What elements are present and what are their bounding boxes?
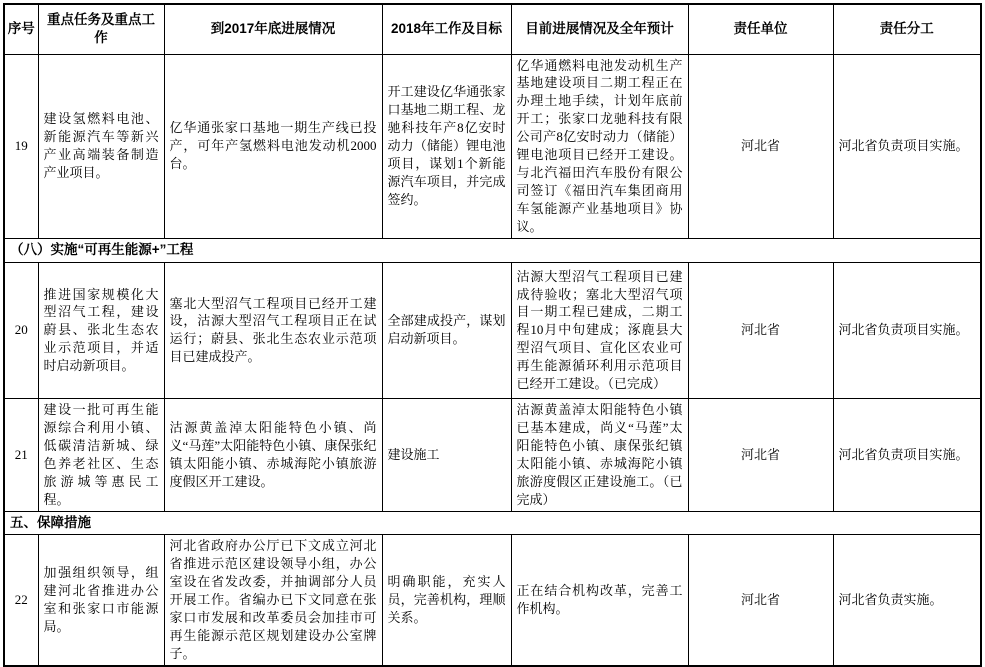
cell-2018: 全部建成投产，谋划启动新项目。 bbox=[382, 262, 511, 398]
section-label: 五、保障措施 bbox=[4, 511, 981, 535]
cell-current: 亿华通燃料电池发动机生产基地建设项目二期工程正在办理土地手续，计划年底前开工；张家口龙驰科技有限公司产8亿安时动力（储能）锂电池项目已经开工建设。与北汽福田汽车股份有限公司签订《福田汽车集团商用车氢能源产业基地项目》协议。 bbox=[511, 54, 688, 238]
cell-no: 22 bbox=[4, 535, 38, 666]
cell-2017: 河北省政府办公厅已下文成立河北省推进示范区建设领导小组，办公室设在省发改委，并抽调部分人员开展工作。省编办已下文同意在张家口市发展和改革委员会加挂市可再生能源示范区规划建设办公室牌子。 bbox=[164, 535, 382, 666]
table-row-22 bbox=[4, 535, 981, 666]
cell-task: 建设氢燃料电池、新能源汽车等新兴产业高端装备制造产业项目。 bbox=[38, 54, 164, 238]
cell-current: 沽源大型沼气工程项目已建成待验收；塞北大型沼气项目一期工程已建成，二期工程10月中旬建成；涿鹿县大型沼气项目、宣化区农业可再生能源循环利用示范项目已经开工建设。（已完成） bbox=[511, 262, 688, 398]
header-current: 目前进展情况及全年预计 bbox=[511, 4, 688, 54]
cell-division: 河北省负责项目实施。 bbox=[833, 54, 981, 238]
cell-task: 推进国家规模化大型沼气工程，建设蔚县、张北生态农业示范项目，并适时启动新项目。 bbox=[38, 262, 164, 398]
header-2018: 2018年工作及目标 bbox=[382, 4, 511, 54]
table-row-21 bbox=[4, 398, 981, 511]
cell-2018: 明确职能，充实人员，完善机构，理顺关系。 bbox=[382, 535, 511, 666]
header-no: 序号 bbox=[4, 4, 38, 54]
cell-2017: 亿华通张家口基地一期生产线已投产，可年产氢燃料电池发动机2000台。 bbox=[164, 54, 382, 238]
table-row-19 bbox=[4, 54, 981, 238]
cell-2017: 塞北大型沼气工程项目已经开工建设，沽源大型沼气工程项目正在试运行；蔚县、张北生态农业示范项目已建成投产。 bbox=[164, 262, 382, 398]
cell-2018: 开工建设亿华通张家口基地二期工程、龙驰科技年产8亿安时动力（储能）锂电池项目，谋划1个新能源汽车项目，并完成签约。 bbox=[382, 54, 511, 238]
cell-no: 21 bbox=[4, 398, 38, 511]
cell-division: 河北省负责项目实施。 bbox=[833, 398, 981, 511]
header-unit: 责任单位 bbox=[688, 4, 833, 54]
cell-unit: 河北省 bbox=[688, 535, 833, 666]
cell-unit: 河北省 bbox=[688, 398, 833, 511]
table-row-20 bbox=[4, 262, 981, 398]
cell-2017: 沽源黄盖淖太阳能特色小镇、尚义“马莲”太阳能特色小镇、康保张纪镇太阳能小镇、赤城海陀小镇旅游度假区开工建设。 bbox=[164, 398, 382, 511]
cell-division: 河北省负责实施。 bbox=[833, 535, 981, 666]
cell-current: 沽源黄盖淖太阳能特色小镇已基本建成，尚义“马莲”太阳能特色小镇、康保张纪镇太阳能小镇、赤城海陀小镇旅游度假区正建设施工。（已完成） bbox=[511, 398, 688, 511]
cell-task: 建设一批可再生能源综合利用小镇、低碳清洁新城、绿色养老社区、生态旅游城等惠民工程。 bbox=[38, 398, 164, 511]
header-2017: 到2017年底进展情况 bbox=[164, 4, 382, 54]
cell-2018: 建设施工 bbox=[382, 398, 511, 511]
section-label: （八）实施“可再生能源+”工程 bbox=[4, 238, 981, 262]
section-row-8 bbox=[4, 238, 981, 262]
header-division: 责任分工 bbox=[833, 4, 981, 54]
cell-division: 河北省负责项目实施。 bbox=[833, 262, 981, 398]
cell-task: 加强组织领导，组建河北省推进办公室和张家口市能源局。 bbox=[38, 535, 164, 666]
cell-unit: 河北省 bbox=[688, 262, 833, 398]
cell-no: 20 bbox=[4, 262, 38, 398]
cell-current: 正在结合机构改革，完善工作机构。 bbox=[511, 535, 688, 666]
header-row bbox=[4, 4, 981, 54]
cell-unit: 河北省 bbox=[688, 54, 833, 238]
section-row-5 bbox=[4, 511, 981, 535]
cell-no: 19 bbox=[4, 54, 38, 238]
progress-table bbox=[3, 3, 982, 667]
header-task: 重点任务及重点工作 bbox=[38, 4, 164, 54]
